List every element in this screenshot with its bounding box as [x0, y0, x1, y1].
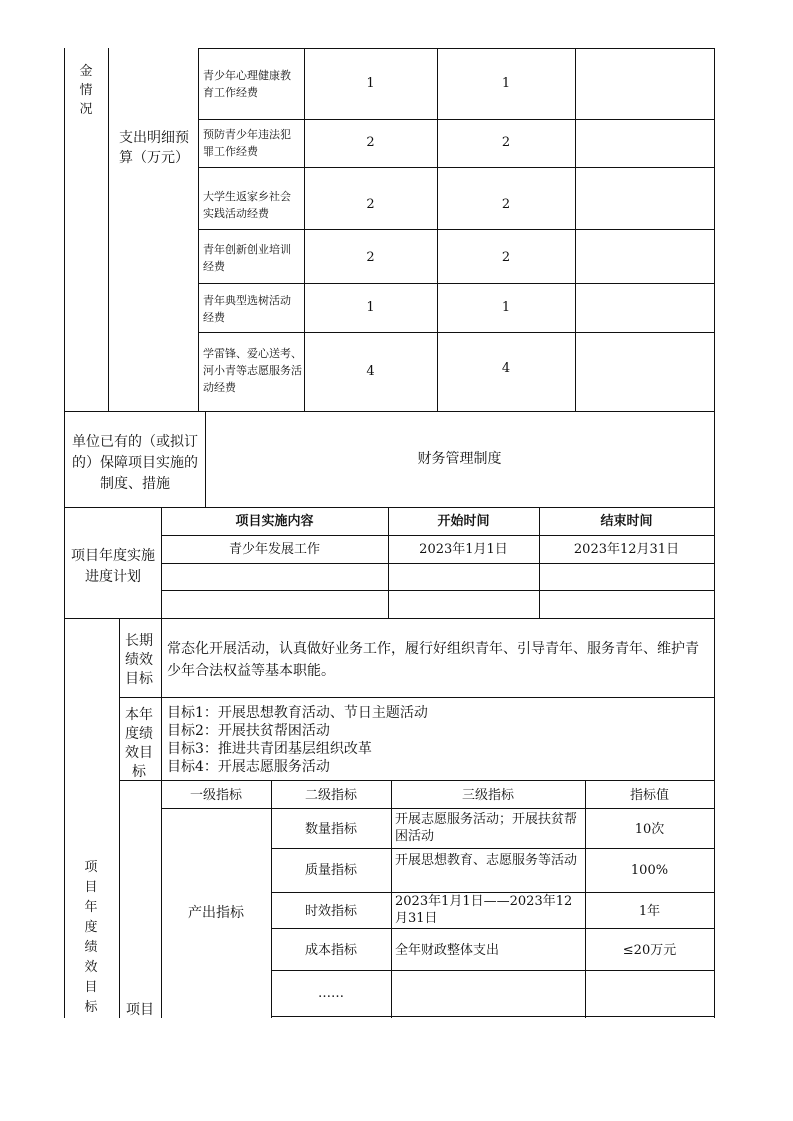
annual-goal-1: 目标1：开展思想教育活动、节日主题活动 — [167, 705, 428, 721]
funds-detail-label: 支出明细预算（万元） — [119, 130, 189, 166]
funds-item-5: 青年典型选树活动经费 — [203, 294, 291, 324]
funds-item-1: 青少年心理健康教育工作经费 — [203, 69, 291, 99]
indicator-level3-timeliness: 2023年1月1日——2023年12月31日 — [395, 894, 573, 926]
funds-value-3a: 2 — [366, 197, 375, 212]
indicator-header-value: 指标值 — [629, 788, 669, 803]
funds-item-3: 大学生返家乡社会实践活动经费 — [203, 190, 291, 220]
funds-value-5b: 1 — [501, 300, 511, 315]
guarantee-label: 单位已有的（或拟订的）保障项目实施的制度、措施 — [72, 434, 198, 492]
indicator-value-timeliness: 1年 — [638, 904, 661, 919]
annual-goal-3: 目标3：推进共青团基层组织改革 — [167, 741, 372, 757]
funds-value-1a: 1 — [366, 76, 375, 91]
indicator-level2-quantity: 数量指标 — [304, 822, 357, 837]
indicator-header-level3: 三级指标 — [461, 788, 514, 803]
indicator-level3-cost: 全年财政整体支出 — [395, 943, 500, 958]
funds-value-6b: 4 — [501, 361, 511, 376]
indicator-level2-cost: 成本指标 — [304, 943, 357, 958]
indicator-value-quality: 100% — [630, 863, 669, 878]
funds-left-label: 金情况 — [79, 64, 93, 117]
funds-value-3b: 2 — [501, 197, 511, 212]
funds-value-4a: 2 — [366, 250, 375, 265]
funds-value-2a: 2 — [366, 135, 375, 150]
indicator-level3-quality: 开展思想教育、志愿服务等活动 — [395, 853, 578, 868]
indicator-header-level2: 二级指标 — [304, 788, 357, 803]
long-term-text: 常态化开展活动，认真做好业务工作，履行好组织青年、引导青年、服务青年、维护青少年合法权益等基本职能。 — [167, 641, 699, 679]
schedule-label: 项目年度实施进度计划 — [71, 548, 155, 585]
funds-value-6a: 4 — [366, 364, 375, 379]
funds-item-4: 青年创新创业培训经费 — [203, 243, 291, 273]
schedule-row-end: 2023年12月31日 — [573, 542, 680, 557]
indicator-header-level1: 一级指标 — [189, 788, 242, 803]
annual-label: 本年度绩效目标 — [125, 707, 153, 780]
long-term-label: 长期绩效目标 — [125, 633, 153, 687]
indicator-level2-timeliness: 时效指标 — [304, 904, 357, 919]
schedule-header-end: 结束时间 — [600, 514, 653, 529]
funds-value-5a: 1 — [366, 300, 375, 315]
funds-item-6: 学雷锋、爱心送考、河小青等志愿服务活动经费 — [203, 347, 302, 394]
indicator-level3-quantity: 开展志愿服务活动；开展扶贫帮困活动 — [395, 812, 578, 844]
funds-value-4b: 2 — [501, 250, 511, 265]
indicator-value-cost: ≤20万元 — [622, 943, 677, 958]
annual-goal-2: 目标2：开展扶贫帮困活动 — [167, 723, 330, 739]
funds-value-1b: 1 — [501, 76, 511, 91]
annual-goal-4: 目标4：开展志愿服务活动 — [167, 759, 330, 775]
indicator-level2-more: …… — [318, 986, 344, 1001]
schedule-row-content: 青少年发展工作 — [228, 542, 320, 557]
funds-value-2b: 2 — [501, 135, 511, 150]
indicator-value-quantity: 10次 — [634, 822, 665, 837]
goals-side-label: 项目年度绩效目标 — [84, 860, 98, 1015]
indicator-level2-quality: 质量指标 — [304, 863, 357, 878]
schedule-row-start: 2023年1月1日 — [419, 542, 508, 557]
schedule-header-content: 项目实施内容 — [235, 514, 314, 529]
annual-goals-list — [167, 704, 707, 776]
schedule-header-start: 开始时间 — [437, 514, 490, 529]
indicator-level1-output: 产出指标 — [188, 905, 244, 921]
funds-item-2: 预防青少年违法犯罪工作经费 — [203, 128, 291, 158]
project-label: 项目 — [126, 1002, 154, 1018]
guarantee-value: 财务管理制度 — [417, 451, 502, 467]
